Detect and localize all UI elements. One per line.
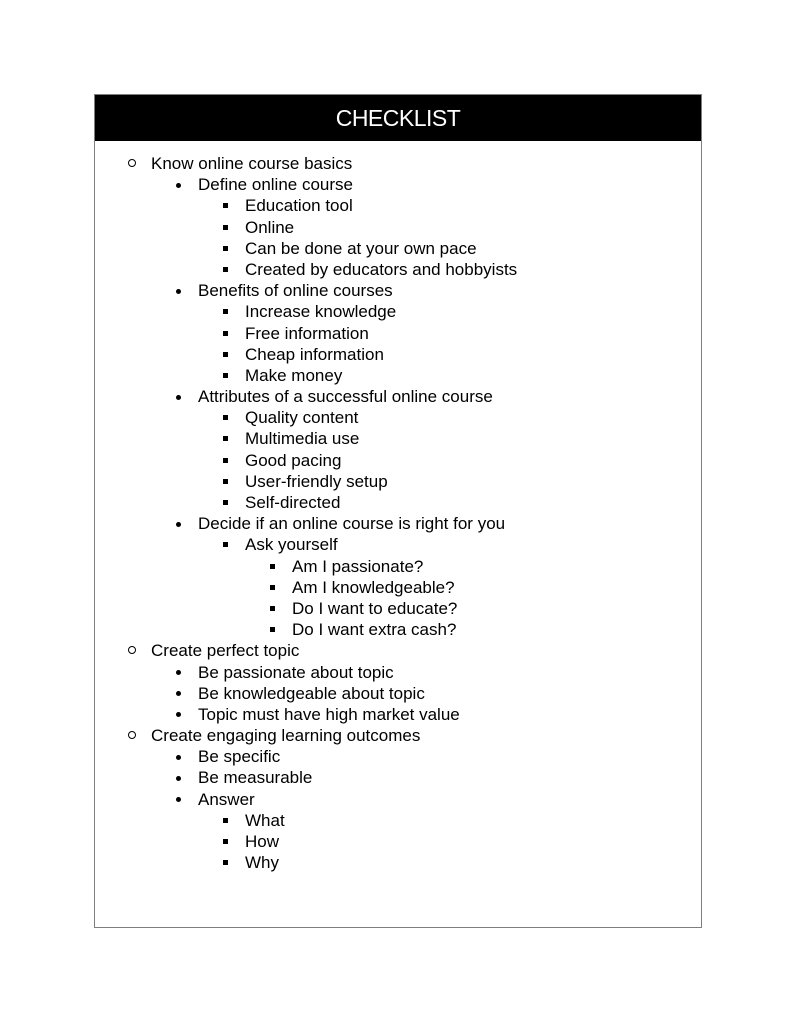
checklist-item-text: Answer <box>198 789 255 809</box>
bullet-dot-icon <box>176 395 181 400</box>
checklist-item <box>95 662 701 683</box>
bullet-square-icon <box>270 627 275 632</box>
checklist-item <box>95 556 701 577</box>
checklist-item-text: Benefits of online courses <box>198 281 393 301</box>
checklist-item-text: Do I want extra cash? <box>292 620 457 640</box>
bullet-square-icon <box>223 331 228 336</box>
checklist-item-text: Ask yourself <box>245 535 338 555</box>
checklist-item <box>95 598 701 619</box>
checklist-item-text: Self-directed <box>245 493 341 512</box>
bullet-square-icon <box>223 203 228 208</box>
bullet-square-icon <box>223 818 228 823</box>
checklist-item-text: Decide if an online course is right for you <box>198 514 506 534</box>
bullet-dot-icon <box>176 755 181 760</box>
checklist-item <box>95 704 701 725</box>
checklist-item-text: Am I knowledgeable? <box>292 577 455 597</box>
checklist-item <box>95 450 701 471</box>
bullet-square-icon <box>223 436 228 441</box>
checklist-item-text: Be passionate about topic <box>198 662 394 682</box>
checklist-item-text: Topic must have high market value <box>198 704 460 724</box>
checklist-item[interactable] <box>95 153 701 174</box>
bullet-square-icon <box>223 352 228 357</box>
bullet-dot-icon <box>176 183 181 188</box>
checklist-item <box>95 386 701 407</box>
bullet-square-icon <box>223 860 228 865</box>
checklist-item-text: Quality content <box>245 408 359 428</box>
checklist-item-text: Be measurable <box>198 768 313 788</box>
checklist-item-text: Multimedia use <box>245 429 360 449</box>
bullet-square-icon <box>223 309 228 314</box>
checklist-item-text: User-friendly setup <box>245 471 388 491</box>
checklist-item-text: Increase knowledge <box>245 302 397 322</box>
bullet-square-icon <box>270 585 275 590</box>
checklist-item-text: Do I want to educate? <box>292 598 458 618</box>
checklist-item <box>95 852 701 873</box>
checklist-item <box>95 577 701 598</box>
bullet-square-icon <box>223 225 228 230</box>
checklist-item-text: Define online course <box>198 175 353 195</box>
bullet-square-icon <box>223 246 228 251</box>
bullet-dot-icon <box>176 670 181 675</box>
checklist-item-text: Am I passionate? <box>292 556 424 576</box>
bullet-dot-icon <box>176 797 181 802</box>
checklist-item-text: Can be done at your own pace <box>245 238 477 258</box>
checklist-item-text: How <box>245 832 280 851</box>
bullet-square-icon <box>223 500 228 505</box>
checklist-item <box>95 767 701 788</box>
checklist-item-text: Online <box>245 217 295 237</box>
bullet-square-icon <box>223 479 228 484</box>
checkbox-circle-icon[interactable] <box>128 731 136 739</box>
checklist-item <box>95 428 701 449</box>
checklist-item <box>95 280 701 301</box>
checklist-item-text: Create engaging learning outcomes <box>151 726 421 746</box>
checklist-item <box>95 344 701 365</box>
bullet-dot-icon <box>176 522 181 527</box>
checklist-item-text: Make money <box>245 365 343 385</box>
checklist-item <box>95 323 701 344</box>
bullet-square-icon <box>270 564 275 569</box>
bullet-square-icon <box>223 415 228 420</box>
bullet-square-icon <box>223 373 228 378</box>
checklist-item <box>95 217 701 238</box>
checklist-item-text: Create perfect topic <box>151 641 300 661</box>
checklist-item <box>95 492 701 513</box>
bullet-dot-icon <box>176 691 181 696</box>
bullet-square-icon <box>223 458 228 463</box>
checklist-item[interactable] <box>95 640 701 661</box>
checklist-item[interactable] <box>95 725 701 746</box>
checklist-item-text: Know online course basics <box>151 154 353 173</box>
checklist-items <box>95 153 701 873</box>
checklist-item <box>95 301 701 322</box>
checklist-title: CHECKLIST <box>95 95 701 141</box>
checklist-item <box>95 789 701 810</box>
bullet-square-icon <box>223 542 228 547</box>
checklist-item-text: Education tool <box>245 196 353 216</box>
checklist-item <box>95 746 701 767</box>
checklist-item <box>95 259 701 280</box>
checklist-item <box>95 407 701 428</box>
checklist-item-text: Cheap information <box>245 344 384 364</box>
checklist-item <box>95 513 701 534</box>
checklist-item <box>95 174 701 195</box>
checklist-item <box>95 831 701 852</box>
checklist-item-text: What <box>245 810 285 830</box>
checklist-page <box>94 94 702 928</box>
checklist-item-text: Attributes of a successful online course <box>198 387 493 407</box>
checklist-item <box>95 471 701 492</box>
bullet-square-icon <box>270 606 275 611</box>
checklist-item <box>95 195 701 216</box>
checklist-item-text: Be knowledgeable about topic <box>198 683 425 703</box>
checklist-item <box>95 683 701 704</box>
bullet-dot-icon <box>176 289 181 294</box>
checklist-item <box>95 365 701 386</box>
bullet-square-icon <box>223 839 228 844</box>
checklist-item-text: Be specific <box>198 747 281 767</box>
checklist-item <box>95 619 701 640</box>
checkbox-circle-icon[interactable] <box>128 159 136 167</box>
checklist-item <box>95 534 701 555</box>
checkbox-circle-icon[interactable] <box>128 646 136 654</box>
checklist-item-text: Created by educators and hobbyists <box>245 259 518 279</box>
bullet-dot-icon <box>176 776 181 781</box>
checklist-item <box>95 238 701 259</box>
bullet-dot-icon <box>176 712 181 717</box>
checklist-item-text: Why <box>245 853 279 873</box>
bullet-square-icon <box>223 267 228 272</box>
checklist-item-text: Good pacing <box>245 450 342 470</box>
checklist-item <box>95 810 701 831</box>
checklist-item-text: Free information <box>245 323 369 343</box>
